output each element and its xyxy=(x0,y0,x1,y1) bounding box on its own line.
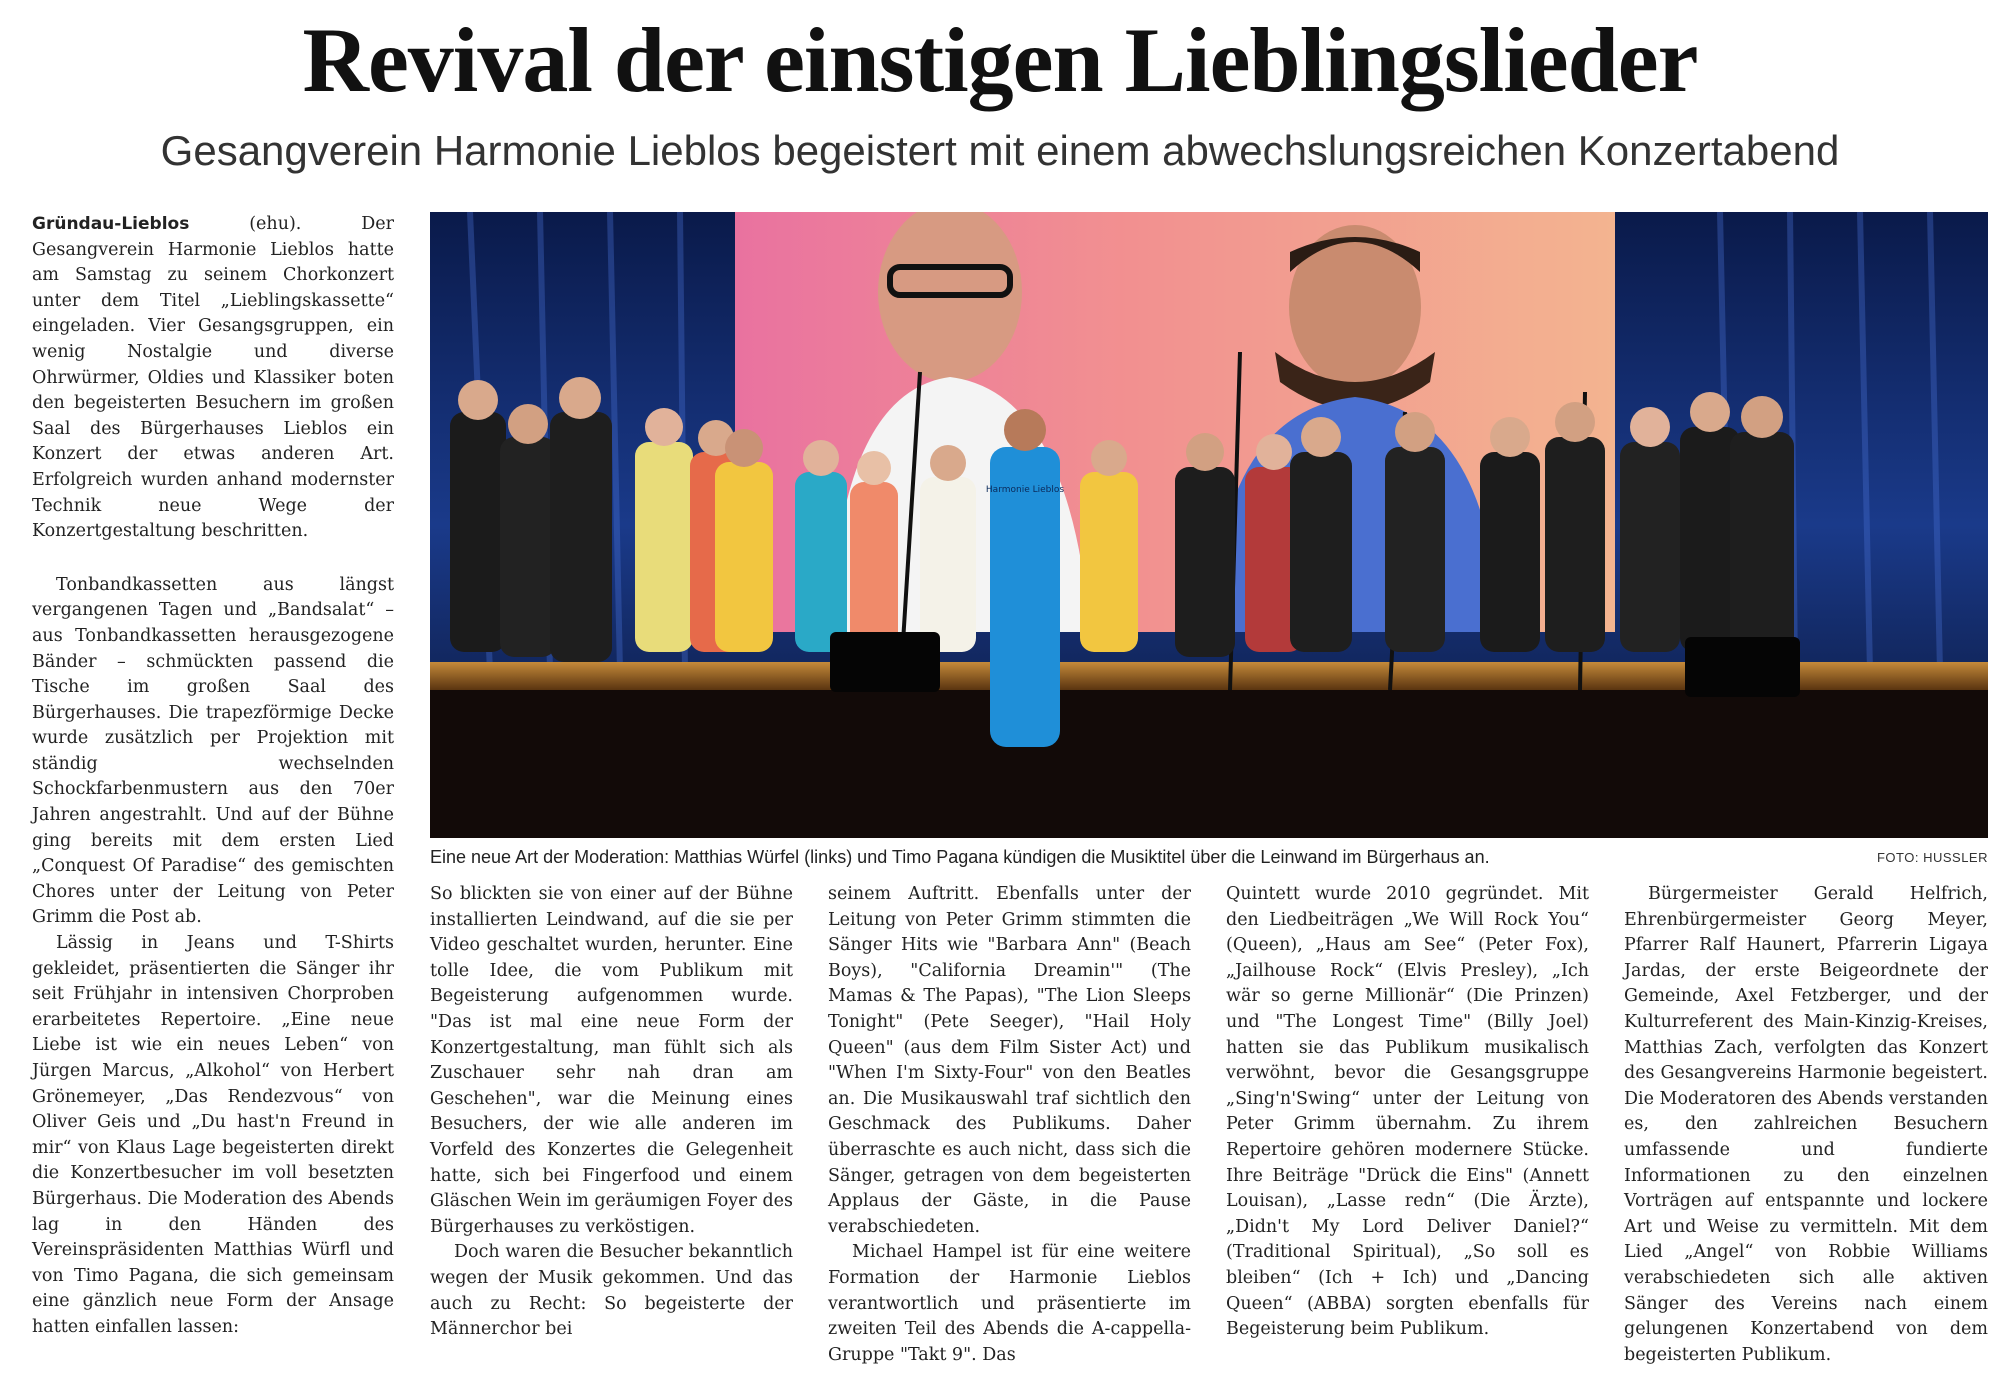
article-paragraph-3: Lässig in Jeans und T-Shirts gekleidet, präsentierten die Sänger ihr seit Frühjahr in intensiven Chorproben erarbeitetes Repertoire. „Eine neue Liebe ist wie ein neues Leben“ von Jürgen Marcus, „Alkohol“ von Herbert Grönemeyer, „Das Rendezvous“ von Oliver Geis und „Du hast'n Freund in mir“ von Klaus Lage begeisterten direkt die Konzertbesucher im voll besetzten Bürgerhaus. Die Moderation des Abends lag in den Händen des Vereinspräsidenten Matthias Würfl und von Timo Pagana, die sich gemeinsam eine gänzlich neue Form der Ansage hatten einfallen lassen: xyxy=(32,933,394,1337)
article-headline: Revival der einstigen Lieblingslieder xyxy=(302,9,1698,111)
article-column-4 xyxy=(1226,882,1589,1392)
shirt-logo-text: Harmonie Lieblos xyxy=(985,485,1065,495)
article-paragraph-6: seinem Auftritt. Ebenfalls unter der Leitung von Peter Grimm stimmten die Sänger Hits wie "Barbara Ann" (Beach Boys), "California Dreamin'" (The Mamas & The Papas), "The Lion Sleeps Tonight" (Pete Seeger), "Hail Holy Queen" (aus dem Film Sister Act) und "When I'm Sixty-Four" von den Beatles an. Die Musikauswahl traf sichtlich den Geschmack des Publikums. Daher überraschte es auch nicht, dass sich die Sänger, getragen von dem begeisterten Applaus der Gäste, in die Pause verabschiedeten. xyxy=(828,884,1191,1237)
photo-credit: FOTO: HUSSLER xyxy=(1876,850,1988,865)
article-paragraph-1: Gründau-Lieblos (ehu). Der Gesangverein Harmonie Lieblos hatte am Samstag zu seinem Chorkonzert unter dem Titel „Lieblingskassette“ eingeladen. Vier Gesangsgruppen, ein wenig Nostalgie und diverse Ohrwürmer, Oldies und Klassiker boten den begeisterten Besuchern im großen Saal des Bürgerhauses Lieblos ein Konzert der etwas anderen Art. Erfolgreich wurden anhand modernster Technik neue Wege der Konzertgestaltung beschritten. xyxy=(32,214,394,542)
article-subheadline: Gesangverein Harmonie Lieblos begeistert mit einem abwechslungsreichen Konzertabend xyxy=(160,127,1840,174)
article-paragraph-8: Quintett wurde 2010 gegründet. Mit den Liedbeiträgen „We Will Rock You“ (Queen), „Haus am See“ (Peter Fox), „Jailhouse Rock“ (Elvis Presley), „Ich wär so gerne Millionär“ (Die Prinzen) und "The Longest Time" (Billy Joel) hatten sie das Publikum musikalisch verwöhnt, bevor die Gesangsgruppe „Sing'n'Swing“ unter der Leitung von Peter Grimm übernahm. Zu ihrem Repertoire gehören modernere Stücke. Ihre Beiträge "Drück die Eins" (Annett Louisan), „Lasse redn“ (Die Ärzte), „Didn't My Lord Deliver Daniel?“ (Traditional Spiritual), „So soll es bleiben“ (Ich + Ich) und „Dancing Queen“ (ABBA) sorgten ebenfalls für Begeisterung beim Publikum. xyxy=(1226,884,1589,1340)
article-column-1 xyxy=(32,212,394,1392)
article-paragraph-9: Bürgermeister Gerald Helfrich, Ehrenbürgermeister Georg Meyer, Pfarrer Ralf Haunert, Pfarrerin Ligaya Jardas, der erste Beigeordnete der Gemeinde, Axel Fetzberger, und der Kulturreferent des Main-Kinzig-Kreises, Matthias Zach, verfolgten das Konzert des Gesangvereins Harmonie begeistert. Die Moderatoren des Abends verstanden es, den zahlreichen Besuchern umfassende und fundierte Informationen zu den einzelnen Vorträgen auf entspannte und lockere Art und Weise zu vermitteln. Mit dem Lied „Angel“ von Robbie Williams verabschiedeten sich alle aktiven Sänger des Vereins nach einem gelungenen Konzertabend von dem begeisterten Publikum. xyxy=(1624,884,1988,1365)
photo-caption-bar xyxy=(430,844,1988,872)
article-paragraph-2: Tonbandkassetten aus längst vergangenen Tagen und „Bandsalat“ – aus Tonbandkassetten herausgezogene Bänder – schmückten passend die Tische im großen Saal des Bürgerhauses. Die trapezförmige Decke wurde zusätzlich per Projektion mit ständig wechselnden Schockfarbenmustern aus den 70er Jahren angestrahlt. Und auf der Bühne ging bereits mit dem ersten Lied „Conquest Of Paradise“ des gemischten Chores unter der Leitung von Peter Grimm die Post ab. xyxy=(32,574,394,928)
article-paragraph-4: So blickten sie von einer auf der Bühne installierten Leindwand, auf die sie per Video geschaltet wurden, herunter. Eine tolle Idee, die vom Publikum mit Begeisterung aufgenommen wurde. "Das ist mal eine neue Form der Konzertgestaltung, man fühlt sich als Zuschauer sehr nah dran am Geschehen", war die Meinung eines Besuchers, der wie alle anderen im Vorfeld des Konzertes die Gelegenheit hatte, sich bei Fingerfood und einem Gläschen Wein im geräumigen Foyer des Bürgerhauses zu verköstigen. xyxy=(430,884,793,1237)
concert-photo xyxy=(430,212,1988,838)
article-paragraph-5: Doch waren die Besucher bekanntlich wegen der Musik gekommen. Und das auch zu Recht: So begeisterte der Männerchor bei xyxy=(430,1242,793,1340)
concert-photo-illustration xyxy=(430,212,1988,838)
article-column-2 xyxy=(430,882,793,1392)
dateline: Gründau-Lieblos xyxy=(32,214,190,234)
article-paragraph-7: Michael Hampel ist für eine weitere Formation der Harmonie Lieblos verantwortlich und präsentierte im zweiten Teil des Abends die A-cappella-Gruppe "Takt 9". Das xyxy=(828,1242,1191,1365)
article-column-3 xyxy=(828,882,1191,1392)
photo-caption: Eine neue Art der Moderation: Matthias Würfel (links) und Timo Pagana kündigen die Musiktitel über die Leinwand im Bürgerhaus an. xyxy=(430,847,1490,867)
article-column-5 xyxy=(1624,882,1988,1392)
